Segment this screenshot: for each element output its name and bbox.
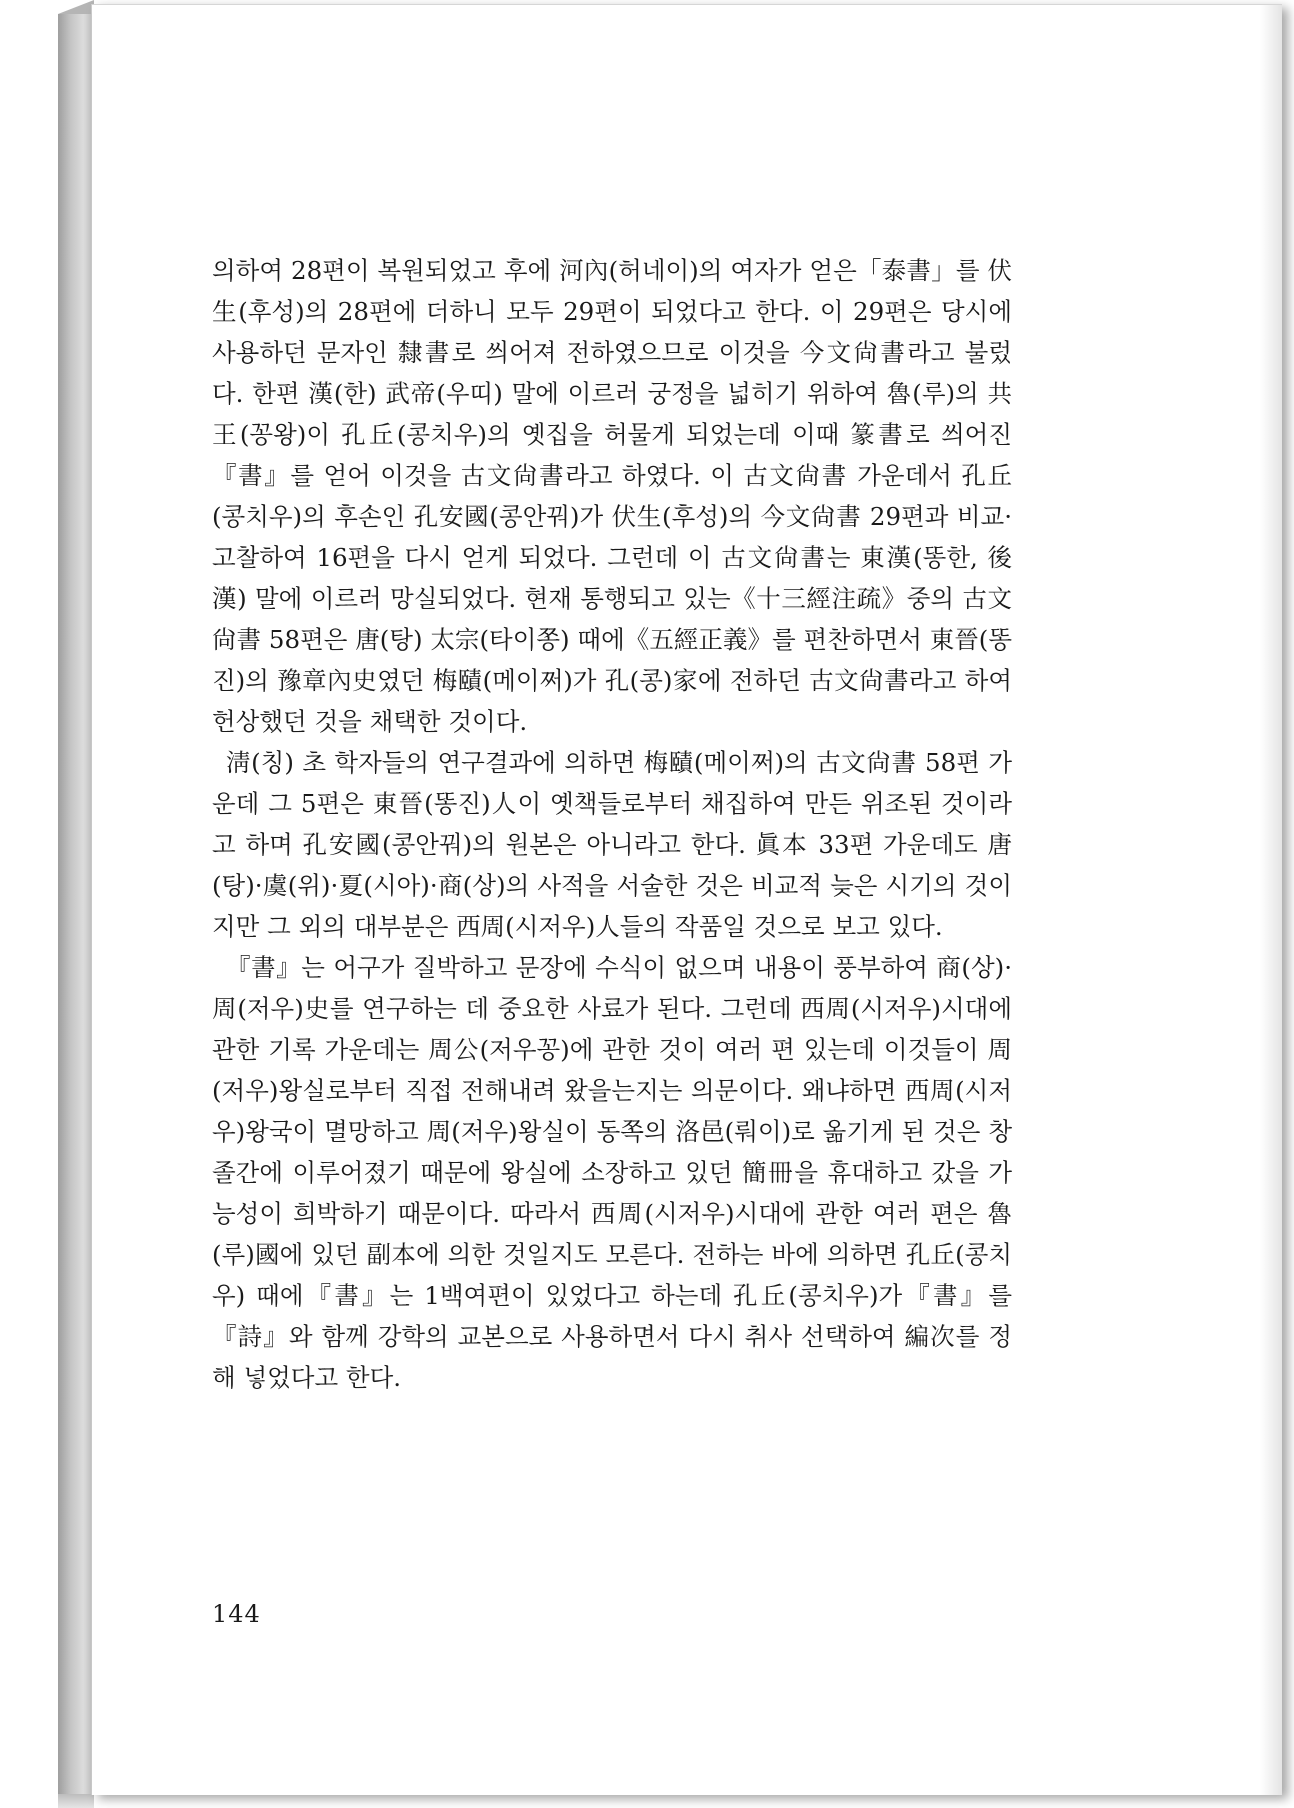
paragraph-2: 淸(칭) 초 학자들의 연구결과에 의하면 梅賾(메이쩌)의 古文尙書 58편 가운데 그 5편은 東晉(똥진)人이 옛책들로부터 채집하여 만든 위조된 것이라고 하며 孔安國(콩안꿔)의 원본은 아니라고 한다. 眞本 33편 가운데도 唐(탕)·虞(위)·夏(시아)·商(상)의 사적을 서술한 것은 비교적 늦은 시기의 것이지만 그 외의 대부분은 西周(시저우)人들의 작품일 것으로 보고 있다.: [212, 748, 1012, 941]
page-stack-edge: [58, 14, 94, 1794]
body-text: [212, 250, 1012, 1398]
page-number: 144: [212, 1600, 261, 1628]
paragraph-3: 『書』는 어구가 질박하고 문장에 수식이 없으며 내용이 풍부하여 商(상)·周(저우)史를 연구하는 데 중요한 사료가 된다. 그런데 西周(시저우)시대에 관한 기록 가운데는 周公(저우꽁)에 관한 것이 여러 편 있는데 이것들이 周(저우)왕실로부터 직접 전해내려 왔을는지는 의문이다. 왜냐하면 西周(시저우)왕국이 멸망하고 周(저우)왕실이 동쪽의 洛邑(뤄이)로 옮기게 된 것은 창졸간에 이루어졌기 때문에 왕실에 소장하고 있던 簡冊을 휴대하고 갔을 가능성이 희박하기 때문이다. 따라서 西周(시저우)시대에 관한 여러 편은 魯(루)國에 있던 副本에 의한 것일지도 모른다. 전하는 바에 의하면 孔丘(콩치우) 때에『書』는 1백여편이 있었다고 하는데 孔丘(콩치우)가『書』를『詩』와 함께 강학의 교본으로 사용하면서 다시 취사 선택하여 編次를 정해 넣었다고 한다.: [212, 953, 1012, 1392]
page-shading: [1260, 5, 1282, 1795]
paragraph-1: 의하여 28편이 복원되었고 후에 河內(허네이)의 여자가 얻은「泰書」를 伏生(후성)의 28편에 더하니 모두 29편이 되었다고 한다. 이 29편은 당시에 사용하던 문자인 隸書로 씌어져 전하였으므로 이것을 今文尙書라고 불렀다. 한편 漢(한) 武帝(우띠) 말에 이르러 궁정을 넓히기 위하여 魯(루)의 共王(꽁왕)이 孔丘(콩치우)의 옛집을 허물게 되었는데 이때 篆書로 씌어진『書』를 얻어 이것을 古文尙書라고 하였다. 이 古文尙書 가운데서 孔丘(콩치우)의 후손인 孔安國(콩안꿔)가 伏生(후성)의 今文尙書 29편과 비교·고찰하여 16편을 다시 얻게 되었다. 그런데 이 古文尙書는 東漢(똥한, 後漢) 말에 이르러 망실되었다. 현재 통행되고 있는《十三經注疏》중의 古文尙書 58편은 唐(탕) 太宗(타이쫑) 때에《五經正義》를 편찬하면서 東晉(똥진)의 豫章內史였던 梅賾(메이쩌)가 孔(콩)家에 전하던 古文尙書라고 하여 헌상했던 것을 채택한 것이다.: [212, 256, 1012, 736]
